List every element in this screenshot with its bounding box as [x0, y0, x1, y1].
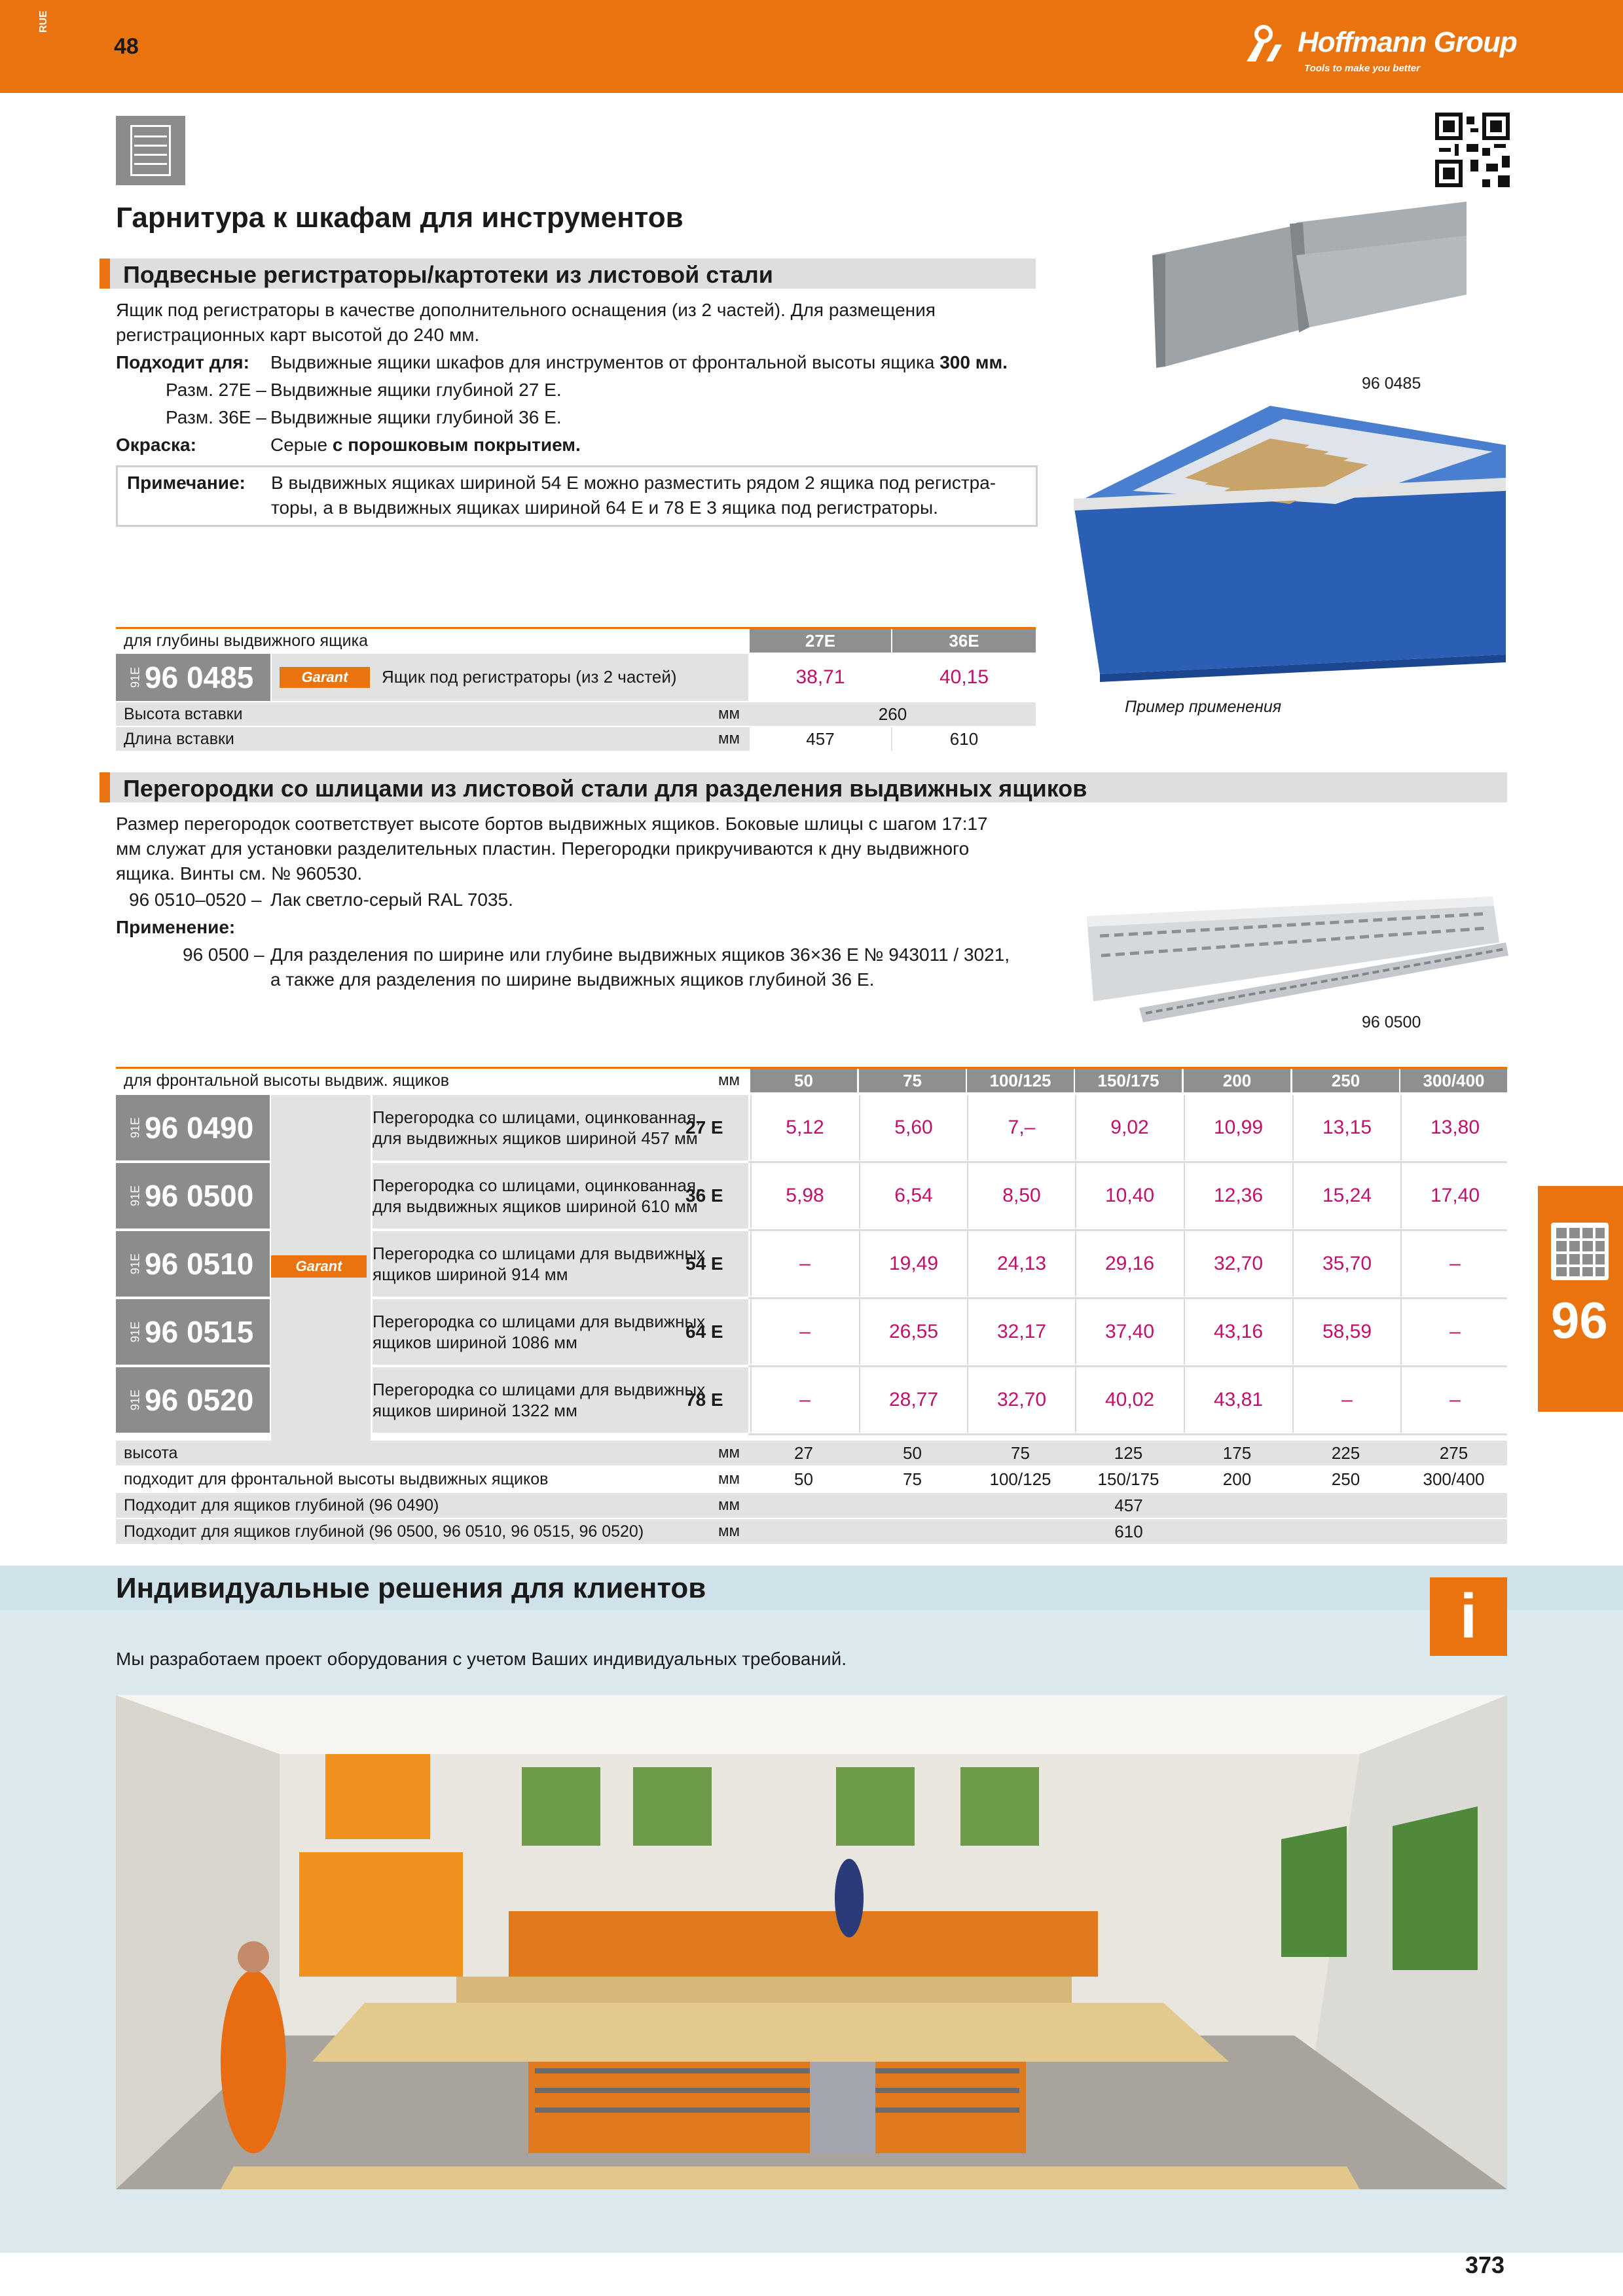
table-row[interactable] — [116, 1299, 1507, 1365]
info-icon[interactable]: i — [1430, 1577, 1507, 1656]
footer-label: Подходит для ящиков глубиной (96 0500, 96 0510, 96 0515, 96 0520) — [124, 1522, 644, 1541]
table1-height-row — [116, 702, 1036, 727]
table1-item-row[interactable] — [116, 654, 1036, 701]
page-title: Гарнитура к шкафам для инструментов — [116, 202, 684, 234]
table1-header-label: для глубины выдвижного ящика — [124, 631, 368, 650]
footer-value: 75 — [1011, 1443, 1030, 1463]
garant-brand-logo — [280, 667, 370, 688]
table1-length-row — [116, 727, 1036, 752]
table1-price-36e: 40,15 — [939, 666, 989, 688]
section1-title-bar — [100, 259, 1036, 289]
item-desc-line1: Перегородка со шлицами для выдвижных — [373, 1244, 706, 1263]
section2-intro-line1: Размер перегородок соответствует высоте бортов выдвижных ящиков. Боковые шлицы с шагом 17:17 — [116, 814, 988, 834]
footer-unit: мм — [718, 1444, 740, 1462]
price-cell: 12,36 — [1184, 1163, 1292, 1229]
footer-value: 27 — [794, 1443, 813, 1463]
paint-text: Серые — [270, 435, 328, 455]
price-cell: 5,12 — [750, 1095, 858, 1160]
table2-col-5: 250 — [1292, 1069, 1399, 1092]
price-cell: 6,54 — [859, 1163, 967, 1229]
grid-category-icon — [1551, 1223, 1609, 1280]
price-cell: 28,77 — [859, 1367, 967, 1433]
price-cell: – — [1400, 1367, 1508, 1433]
paint-label: Окраска: — [116, 435, 196, 455]
brand-tagline: Tools to make you better — [1304, 63, 1420, 74]
size27-label: Разм. 27E – — [166, 380, 266, 400]
fits-text: Выдвижные ящики шкафов для инструментов от фронтальной высоты ящика — [270, 352, 935, 372]
brand-logo — [1244, 20, 1519, 79]
table2-col-6: 300/400 — [1400, 1069, 1507, 1092]
chapter-tab[interactable] — [1538, 1186, 1623, 1412]
article-prefix: 91E — [128, 1185, 142, 1207]
table2-header-row — [116, 1069, 1507, 1094]
price-cell: 32,17 — [967, 1299, 1075, 1365]
footer-unit: мм — [718, 1470, 740, 1488]
item-desc-line1: Перегородка со шлицами для выдвижных — [373, 1312, 706, 1331]
price-cell: 10,99 — [1184, 1095, 1292, 1160]
price-cell: 37,40 — [1075, 1299, 1183, 1365]
fits-value — [270, 350, 1008, 375]
insert-length-27e: 457 — [750, 727, 891, 751]
insert-height-unit: мм — [718, 705, 740, 723]
table2-col-0: 50 — [750, 1069, 857, 1092]
note-box — [116, 465, 1038, 527]
price-cell: 26,55 — [859, 1299, 967, 1365]
section-marker — [100, 259, 110, 289]
image3-caption: 96 0500 — [1362, 1013, 1421, 1031]
article-number: 96 0510 — [145, 1247, 254, 1281]
article-number-cell — [116, 1231, 270, 1297]
article-number: 96 0515 — [145, 1315, 254, 1349]
price-cell: 43,16 — [1184, 1299, 1292, 1365]
price-cell: 19,49 — [859, 1231, 967, 1297]
page-header — [0, 0, 1623, 93]
insert-length-36e: 610 — [892, 727, 1036, 751]
item-size: 78 E — [685, 1390, 723, 1410]
table-row[interactable] — [116, 1163, 1507, 1229]
item-size: 64 E — [685, 1321, 723, 1342]
table1-price-27e: 38,71 — [795, 666, 845, 688]
section1-intro-line2: регистрационных карт высотой до 240 мм. — [116, 325, 480, 345]
item-size: 54 E — [685, 1253, 723, 1274]
table2-col-4: 200 — [1184, 1069, 1290, 1092]
section2-intro-line2: мм служат для установки разделительных пластин. Перегородки прикручиваются к дну выдвижного — [116, 838, 970, 859]
table1-item-cell — [272, 654, 748, 701]
footer-value: 457 — [1114, 1495, 1143, 1515]
footer-label: Подходит для ящиков глубиной (96 0490) — [124, 1496, 439, 1515]
footer-value: 610 — [1114, 1521, 1143, 1541]
s2-paint-text: Лак светло-серый RAL 7035. — [270, 889, 513, 910]
note-label: Примечание: — [127, 473, 246, 493]
item-desc-line1: Перегородка со шлицами, оцинкованная, — [373, 1107, 701, 1127]
article-number-cell — [116, 1095, 270, 1160]
price-cell: 29,16 — [1075, 1231, 1183, 1297]
info-text: Мы разработаем проект оборудования с учетом Ваших индивидуальных требований. — [116, 1649, 847, 1669]
price-cell: – — [750, 1231, 858, 1297]
table2-footer-row — [116, 1441, 1507, 1467]
size36-label: Разм. 36E – — [166, 407, 266, 427]
section1-intro — [116, 298, 1046, 348]
price-cell: 40,02 — [1075, 1367, 1183, 1433]
table1-item-desc: Ящик под регистраторы (из 2 частей) — [382, 667, 677, 687]
footer-value: 200 — [1222, 1469, 1252, 1489]
article-number-cell — [116, 1299, 270, 1365]
price-cell: – — [1292, 1367, 1400, 1433]
footer-value: 250 — [1331, 1469, 1360, 1489]
footer-value: 50 — [903, 1443, 922, 1463]
item-description-cell — [373, 1231, 748, 1297]
brand-name: Hoffmann Group — [1298, 26, 1517, 58]
table1-col-27e: 27E — [750, 629, 891, 653]
price-cell: 15,24 — [1292, 1163, 1400, 1229]
table2-footer-row — [116, 1467, 1507, 1493]
section2-specs — [116, 888, 1072, 999]
size27-text: Выдвижные ящики глубиной 27 E. — [270, 380, 562, 400]
s2-use-line2: а также для разделения по ширине выдвижных ящиков глубиной 36 E. — [270, 969, 875, 990]
footer-value: 150/175 — [1097, 1469, 1159, 1489]
footer-value: 225 — [1331, 1443, 1360, 1463]
article-prefix: 91E — [128, 1117, 142, 1139]
insert-height-label: Высота вставки — [124, 704, 243, 723]
table2-col-2: 100/125 — [967, 1069, 1074, 1092]
note-line2: торы, а в выдвижных ящиках шириной 64 E и 78 E 3 ящика под регистраторы. — [271, 497, 938, 518]
insert-length-label: Длина вставки — [124, 729, 234, 748]
article-number: 96 0500 — [145, 1179, 254, 1213]
item-size: 27 E — [685, 1117, 723, 1138]
price-cell: 13,80 — [1400, 1095, 1508, 1160]
price-cell: 35,70 — [1292, 1231, 1400, 1297]
image2-caption: Пример применения — [1125, 698, 1282, 716]
s2-use-line1: Для разделения по ширине или глубине выдвижных ящиков 36×36 E № 943011 / 3021, — [270, 944, 1010, 965]
footer-label: подходит для фронтальной высоты выдвижных ящиков — [124, 1469, 549, 1488]
footer-value: 175 — [1222, 1443, 1252, 1463]
language-code: RUE — [38, 10, 49, 33]
note-line1: В выдвижных ящиках шириной 54 E можно разместить рядом 2 ящика под регистра- — [271, 473, 996, 493]
table2-footer-row — [116, 1493, 1507, 1519]
section2-intro-line3: ящика. Винты см. № 960530. — [116, 863, 363, 884]
article-number: 96 0490 — [145, 1111, 254, 1145]
item-description-cell — [373, 1299, 748, 1365]
s2-paint-label: 96 0510–0520 – — [129, 889, 262, 910]
footer-value: 75 — [903, 1469, 922, 1489]
item-desc-line1: Перегородка со шлицами, оцинкованная, — [373, 1175, 701, 1195]
price-cell: 43,81 — [1184, 1367, 1292, 1433]
table2-col-3: 150/175 — [1075, 1069, 1182, 1092]
price-cell: – — [1400, 1299, 1508, 1365]
page-number-right: 373 — [1465, 2251, 1505, 2278]
section2-title: Перегородки со шлицами из листовой стали для разделения выдвижных ящиков — [123, 775, 1087, 802]
price-cell: 8,50 — [967, 1163, 1075, 1229]
price-cell: 17,40 — [1400, 1163, 1508, 1229]
cabinet-category-icon — [116, 116, 185, 185]
price-cell: 9,02 — [1075, 1095, 1183, 1160]
slotted-partitions-image — [1080, 877, 1512, 1028]
article-prefix: 91E — [128, 1321, 142, 1343]
s2-use-label: Применение: — [116, 917, 236, 937]
article-number: 96 0485 — [145, 660, 254, 694]
insert-length-unit: мм — [718, 730, 740, 747]
footer-value: 125 — [1114, 1443, 1143, 1463]
footer-value: 50 — [794, 1469, 813, 1489]
price-cell: 32,70 — [967, 1367, 1075, 1433]
article-number-960485 — [116, 654, 270, 701]
insert-height-value: 260 — [750, 702, 1036, 726]
price-cell: 7,– — [967, 1095, 1075, 1160]
article-number-cell — [116, 1367, 270, 1433]
table-row[interactable] — [116, 1231, 1507, 1297]
item-description-cell — [373, 1163, 748, 1229]
section1-specs — [116, 350, 1046, 481]
price-cell: 58,59 — [1292, 1299, 1400, 1365]
price-cell: – — [1400, 1231, 1508, 1297]
workshop-rendering-image — [116, 1695, 1507, 2189]
section1-intro-line1: Ящик под регистраторы в качестве дополнительного оснащения (из 2 частей). Для размещения — [116, 300, 936, 320]
item-desc-line2: для выдвижных ящиков шириной 457 мм — [373, 1128, 698, 1148]
price-cell: 5,98 — [750, 1163, 858, 1229]
chapter-number: 96 — [1551, 1291, 1608, 1349]
price-cell: 13,15 — [1292, 1095, 1400, 1160]
table1-col-36e: 36E — [892, 629, 1036, 653]
paint-bold: с порошковым покрытием. — [332, 435, 581, 455]
price-cell: – — [750, 1299, 858, 1365]
article-prefix: 91E — [128, 1253, 142, 1275]
table1-header-row — [116, 629, 1036, 654]
table2-footer-row — [116, 1519, 1507, 1545]
fits-label: Подходит для: — [116, 352, 249, 372]
table2-header-unit: мм — [718, 1071, 740, 1089]
image1-caption: 96 0485 — [1362, 374, 1421, 393]
footer-value: 300/400 — [1423, 1469, 1485, 1489]
footer-unit: мм — [718, 1496, 740, 1514]
article-number: 96 0520 — [145, 1383, 254, 1417]
price-cell: 10,40 — [1075, 1163, 1183, 1229]
article-number-cell — [116, 1163, 270, 1229]
article-prefix: 91E — [128, 666, 142, 689]
table2-header-label: для фронтальной высоты выдвиж. ящиков — [124, 1071, 450, 1090]
section2-intro — [116, 812, 1072, 886]
paint-value — [270, 433, 581, 457]
item-description-cell — [373, 1095, 748, 1160]
row-divider — [748, 1433, 1507, 1435]
fits-bold: 300 мм. — [939, 352, 1008, 372]
item-desc-line2: для выдвижных ящиков шириной 610 мм — [373, 1196, 698, 1216]
footer-value: 275 — [1439, 1443, 1468, 1463]
file-holder-panels-image — [1139, 196, 1480, 393]
qr-code-icon[interactable] — [1435, 113, 1510, 187]
section1-title: Подвесные регистраторы/картотеки из листовой стали — [123, 261, 773, 288]
section2-title-bar — [100, 772, 1507, 802]
section-marker — [100, 772, 110, 802]
article-prefix: 91E — [128, 1389, 142, 1411]
footer-label: высота — [124, 1443, 178, 1462]
size36-text: Выдвижные ящики глубиной 36 E. — [270, 407, 562, 427]
table2-col-1: 75 — [859, 1069, 966, 1092]
price-cell: 5,60 — [859, 1095, 967, 1160]
table-row[interactable] — [116, 1095, 1507, 1160]
price-cell: – — [750, 1367, 858, 1433]
item-desc-line2: ящиков шириной 1322 мм — [373, 1401, 577, 1420]
footer-value: 100/125 — [989, 1469, 1051, 1489]
table-row[interactable] — [116, 1367, 1507, 1433]
s2-use-num: 96 0500 – — [183, 944, 264, 965]
info-title: Индивидуальные решения для клиентов — [116, 1572, 706, 1604]
item-desc-line2: ящиков шириной 1086 мм — [373, 1333, 577, 1352]
page-number-left: 48 — [114, 34, 139, 59]
garant-brand-text: Garant — [301, 669, 348, 685]
drawer-application-image — [1074, 393, 1519, 694]
item-desc-line2: ящиков шириной 914 мм — [373, 1265, 568, 1284]
hoffmann-logo-icon — [1244, 25, 1295, 64]
price-cell: 24,13 — [967, 1231, 1075, 1297]
item-size: 36 E — [685, 1185, 723, 1206]
garant-brand-text: Garant — [295, 1258, 342, 1274]
item-desc-line1: Перегородка со шлицами для выдвижных — [373, 1380, 706, 1399]
price-cell: 32,70 — [1184, 1231, 1292, 1297]
footer-unit: мм — [718, 1522, 740, 1540]
item-description-cell — [373, 1367, 748, 1433]
